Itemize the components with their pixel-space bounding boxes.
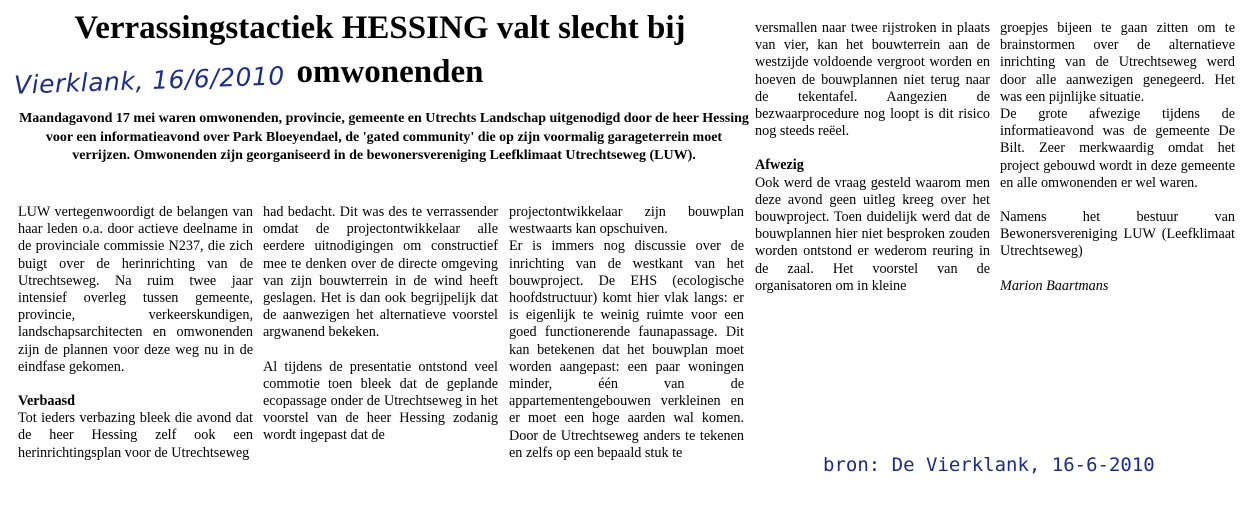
paragraph: Al tijdens de presentatie ontstond veel commotie toen bleek dat de geplande ecopassage onder de Utrechtseweg in het voorstel van de heer Hessing zodanig wordt ingepast dat de xyxy=(263,358,498,444)
article-column-4 xyxy=(755,20,990,295)
paragraph: Namens het bestuur van Bewonersvereniging LUW (Leefklimaat Utrechtseweg) xyxy=(1000,209,1235,260)
paragraph: Ook werd de vraag gesteld waarom men deze avond geen uitleg kreeg over het bouwproject. Toen duidelijk werd dat de bouwplannen hier niet besproken zouden worden ontstond er wederom reuring in de zaal. Het voorstel van de organisatoren om in kleine xyxy=(755,174,990,294)
article-column-3 xyxy=(509,204,744,462)
paragraph: De grote afwezige tijdens de informatieavond was de gemeente De Bilt. Zeer merkwaardig omdat het project gebouwd wordt in deze gemeente en alle omwonenden er wel waren. xyxy=(1000,106,1235,191)
article-column-5 xyxy=(1000,20,1235,295)
paragraph: Er is immers nog discussie over de inrichting van de westkant van het bouwproject. De EHS (ecologische hoofdstructuur) komt hier vlak langs: er is eigenlijk te weinig ruimte voor een goed functionerende faunapassage. Dit kan betekenen dat het bouwplan moet worden aangepast: een paar woningen minder, één van de appartementengebouwen verkleinen en er moet een hoge aarden wal komen. Door de Utrechtseweg anders te tekenen en zelfs op een bepaald stuk te xyxy=(509,238,744,461)
subheading-afwezig: Afwezig xyxy=(755,157,804,174)
paragraph: LUW vertegenwoordigt de belangen van haar leden o.a. door actieve deelname in de provinciale commissie N237, die zich buigt over de herinrichting van de Utrechtseweg. Na ruim twee jaar intensief overleg tussen gemeente, provincie, verkeerskundigen, landschapsarchitecten en omwonenden zijn de plannen voor deze weg nu in de eindfase gekomen. xyxy=(18,204,253,375)
headline-line-2: omwonenden xyxy=(296,54,484,90)
paragraph: versmallen naar twee rijstroken in plaats van vier, kan het bouwterrein aan de westzijde voldoende vergroot worden en hoeven de bouwplannen niet terug naar de tekentafel. Aangezien de bezwaarprocedure nog loopt is dit risico nog steeds reëel. xyxy=(755,20,990,140)
article-intro: Maandagavond 17 mei waren omwonenden, provincie, gemeente en Utrechts Landschap uitgenodigd door de heer Hessing voor een informatieavond over Park Bloeyendael, de 'gated community' die op zijn voormalig garageterrein moet verrijzen. Omwonenden zijn georganiseerd in de bewonersvereniging Leefklimaat Utrechtseweg (LUW). xyxy=(19,111,749,164)
paragraph: had bedacht. Dit was des te verrassender omdat de projectontwikkelaar alle eerdere uitnodigingen om constructief mee te denken over de directe omgeving van zijn bouwterrein in de wind heeft geslagen. Het is dan ook begrijpelijk dat de aanwezigen het alternatieve voorstel argwanend bekeken. xyxy=(263,204,498,341)
author-signature: Marion Baartmans xyxy=(1000,277,1109,294)
paragraph: projectontwikkelaar zijn bouwplan westwaarts kan opschuiven. xyxy=(509,204,744,238)
handwritten-source-stamp: Vierklank, 16/6/2010 xyxy=(13,61,286,100)
paragraph: Tot ieders verbazing bleek die avond dat de heer Hessing zelf ook een herinrichtingsplan voor de Utrechtseweg xyxy=(18,410,253,461)
source-caption: bron: De Vierklank, 16-6-2010 xyxy=(823,454,1155,476)
headline-line-1: Verrassingstactiek HESSING valt slecht bij xyxy=(74,10,686,46)
subheading-verbaasd: Verbaasd xyxy=(18,393,76,410)
article-column-2 xyxy=(263,204,498,445)
paragraph: groepjes bijeen te gaan zitten om te brainstormen over de alternatieve inrichting van de Utrechtseweg werd door alle aanwezigen genegeerd. Het was een pijnlijke situatie. xyxy=(1000,20,1235,105)
article-column-1 xyxy=(18,204,253,462)
